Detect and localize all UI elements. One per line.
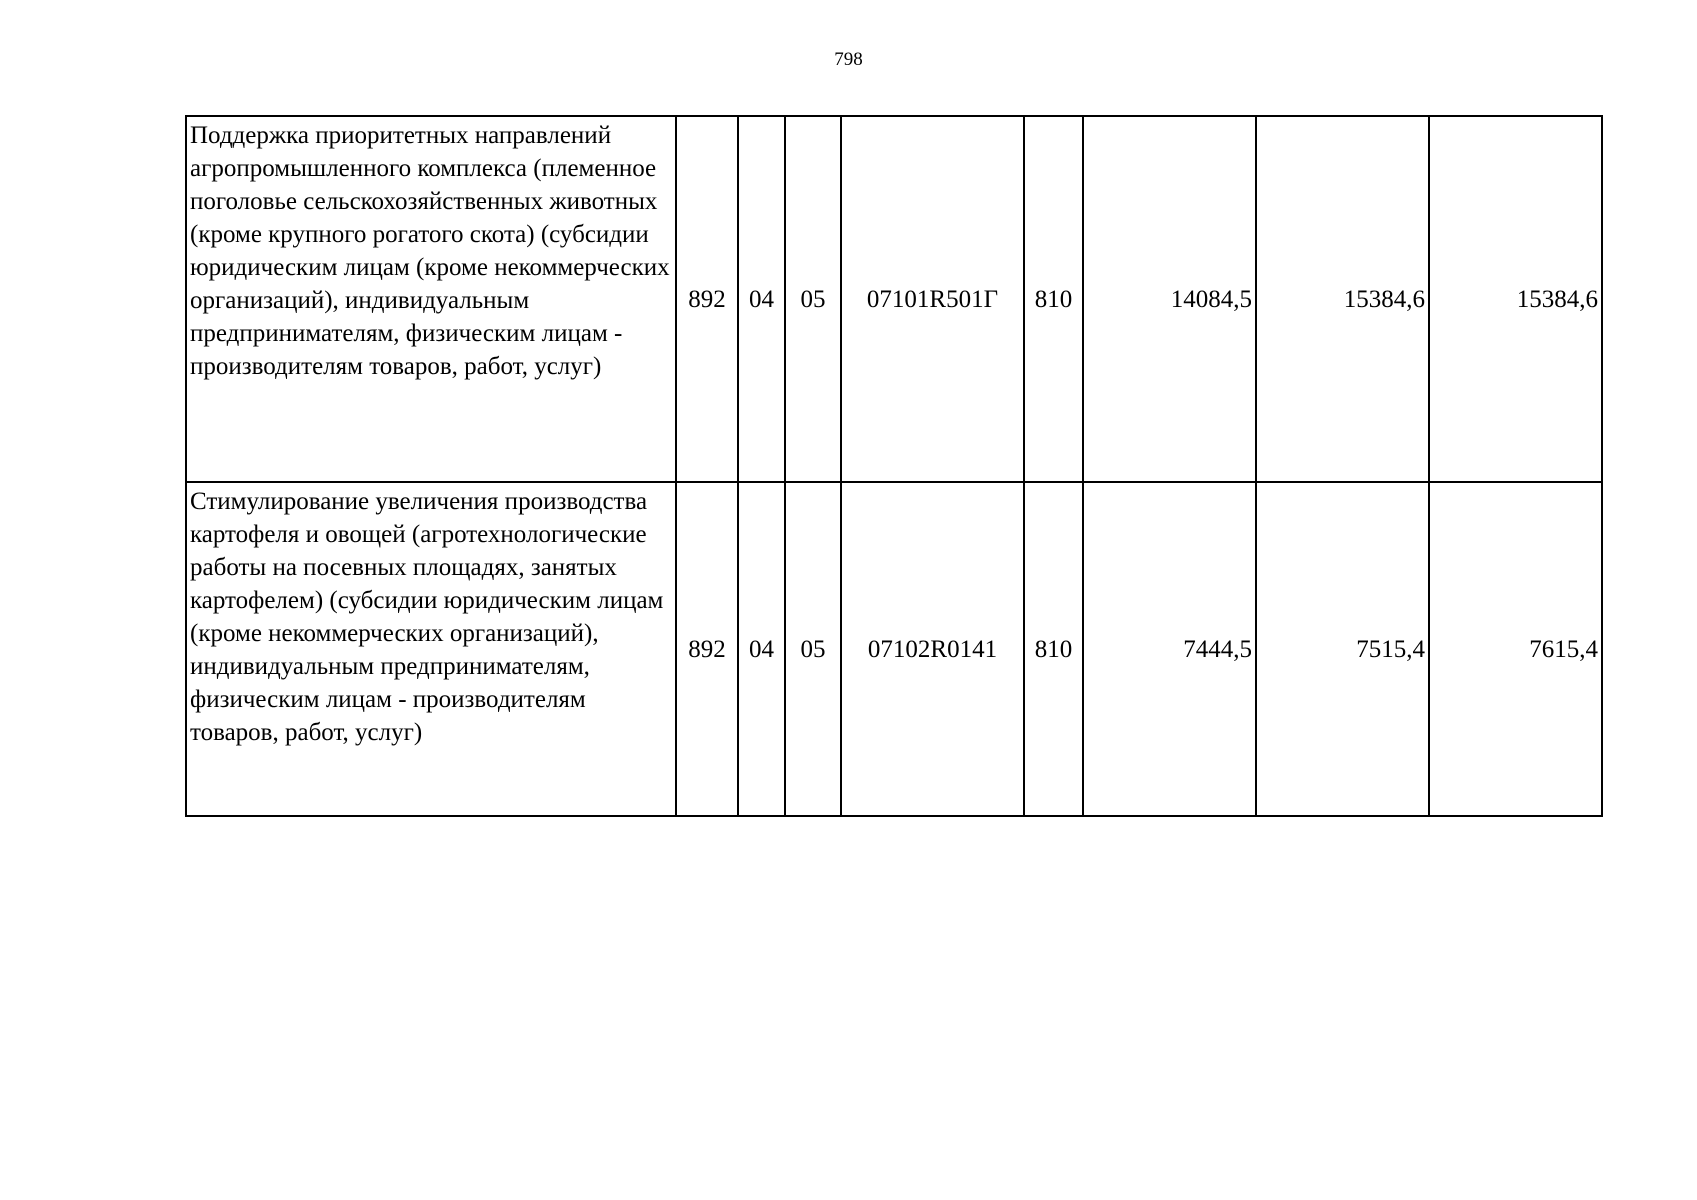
amount-year-2: 7515,4 — [1256, 482, 1429, 816]
target-article-code: 07102R0141 — [841, 482, 1024, 816]
expense-type-code: 810 — [1024, 116, 1083, 482]
section-code: 04 — [738, 482, 785, 816]
ministry-code: 892 — [676, 116, 738, 482]
table-row — [186, 116, 1602, 482]
amount-year-3: 7615,4 — [1429, 482, 1602, 816]
row-description: Поддержка приоритетных направлений агропромышленного комплекса (племенное поголовье сельскохозяйственных животных (кроме крупного рогатого скота) (субсидии юридическим лицам (кроме некоммерческих организаций), индивидуальным предпринимателям, физическим лицам - производителям товаров, работ, услуг) — [186, 116, 676, 482]
subsection-code: 05 — [785, 116, 841, 482]
amount-year-1: 14084,5 — [1083, 116, 1256, 482]
table-row — [186, 482, 1602, 816]
subsection-code: 05 — [785, 482, 841, 816]
amount-year-2: 15384,6 — [1256, 116, 1429, 482]
section-code: 04 — [738, 116, 785, 482]
expense-type-code: 810 — [1024, 482, 1083, 816]
row-description: Стимулирование увеличения производства картофеля и овощей (агротехнологические работы на посевных площадях, занятых картофелем) (субсидии юридическим лицам (кроме некоммерческих организаций), индивидуальным предпринимателям, физическим лицам - производителям товаров, работ, услуг) — [186, 482, 676, 816]
budget-table — [185, 115, 1603, 817]
target-article-code: 07101R501Г — [841, 116, 1024, 482]
amount-year-3: 15384,6 — [1429, 116, 1602, 482]
ministry-code: 892 — [676, 482, 738, 816]
amount-year-1: 7444,5 — [1083, 482, 1256, 816]
page-number: 798 — [834, 49, 863, 70]
